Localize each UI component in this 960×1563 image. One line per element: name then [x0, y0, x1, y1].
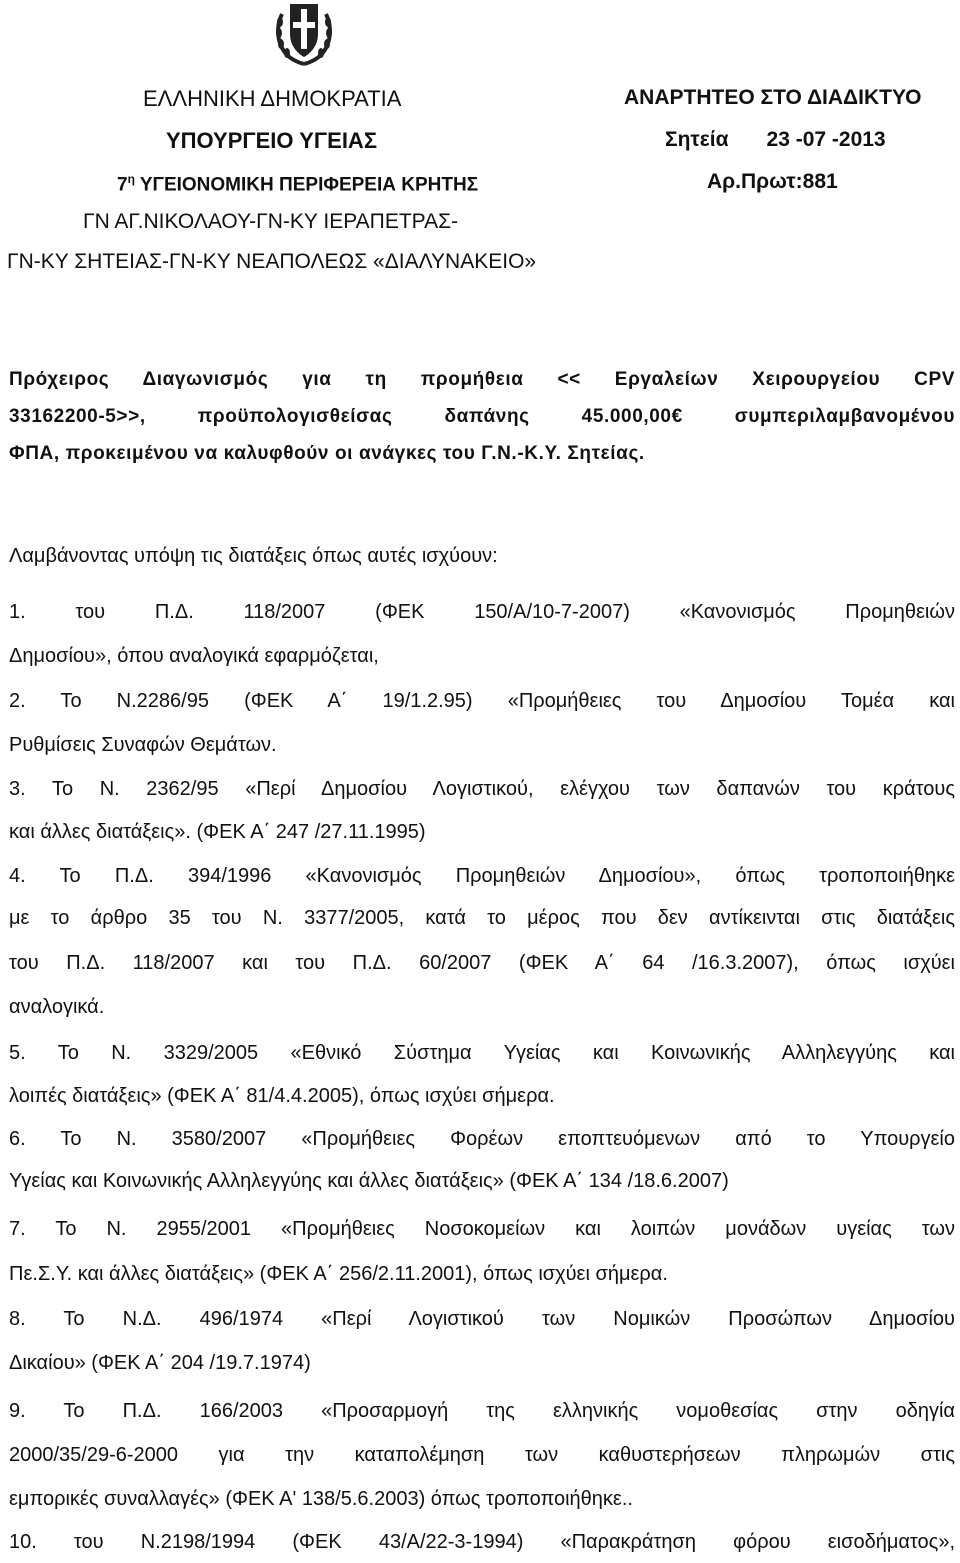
body-line: Ρυθμίσεις Συναφών Θεμάτων. [9, 734, 277, 756]
body-line: 7. Το Ν. 2955/2001 «Προμήθειες Νοσοκομείων και λοιπών μονάδων υγείας των [9, 1218, 955, 1240]
header-country: ΕΛΛΗΝΙΚΗ ΔΗΜΟΚΡΑΤΙΑ [143, 86, 402, 111]
body-line: 2. Το Ν.2286/95 (ΦΕΚ Α΄ 19/1.2.95) «Προμήθειες του Δημοσίου Τομέα και [9, 690, 955, 712]
body-line: και άλλες διατάξεις». (ΦΕΚ Α΄ 247 /27.11.1995) [9, 821, 426, 843]
header-city: Σητεία [665, 128, 729, 151]
body-line: 3. Το Ν. 2362/95 «Περί Δημοσίου Λογιστικού, ελέγχου των δαπανών του κράτους [9, 778, 955, 800]
body-line: 5. Το Ν. 3329/2005 «Εθνικό Σύστημα Υγείας και Κοινωνικής Αλληλεγγύης και [9, 1042, 955, 1064]
subject-line-1: Πρόχειρος Διαγωνισμός για τη προμήθεια << Εργαλείων Χειρουργείου CPV [9, 369, 955, 390]
header-region [117, 172, 478, 196]
header-hospitals-line1: ΓΝ ΑΓ.ΝΙΚΟΛΑΟΥ-ΓΝ-ΚΥ ΙΕΡΑΠΕΤΡΑΣ- [83, 210, 459, 233]
body-line: Πε.Σ.Υ. και άλλες διατάξεις» (ΦΕΚ Α΄ 256/2.11.2001), όπως ισχύει σήμερα. [9, 1263, 668, 1285]
body-line: 6. Το Ν. 3580/2007 «Προμήθειες Φορέων εποπτευόμενων από το Υπουργείο [9, 1128, 955, 1150]
body-line: 9. Το Π.Δ. 166/2003 «Προσαρμογή της ελληνικής νομοθεσίας στην οδηγία [9, 1400, 955, 1422]
header-hospitals-line2: ΓΝ-ΚΥ ΣΗΤΕΙΑΣ-ΓΝ-ΚΥ ΝΕΑΠΟΛΕΩΣ «ΔΙΑΛΥΝΑΚΕΙΟ» [7, 250, 537, 273]
header-ministry: ΥΠΟΥΡΓΕΙΟ ΥΓΕΙΑΣ [166, 128, 378, 153]
region-number: 7 [117, 174, 128, 196]
body-line: Δημοσίου», όπου αναλογικά εφαρμόζεται, [9, 645, 379, 667]
intro-text: Λαμβάνοντας υπόψη τις διατάξεις όπως αυτές ισχύουν: [9, 545, 498, 567]
body-line: Υγείας και Κοινωνικής Αλληλεγγύης και άλλες διατάξεις» (ΦΕΚ Α΄ 134 /18.6.2007) [9, 1170, 729, 1192]
region-name: ΥΓΕΙΟΝΟΜΙΚΗ ΠΕΡΙΦΕΡΕΙΑ ΚΡΗΤΗΣ [134, 174, 479, 196]
body-line: λοιπές διατάξεις» (ΦΕΚ Α΄ 81/4.4.2005), όπως ισχύει σήμερα. [9, 1085, 555, 1107]
body-line: Δικαίου» (ΦΕΚ Α΄ 204 /19.7.1974) [9, 1352, 311, 1374]
body-line: 4. Το Π.Δ. 394/1996 «Κανονισμός Προμηθειών Δημοσίου», όπως τροποποιήθηκε [9, 865, 955, 887]
body-line: εμπορικές συναλλαγές» (ΦΕΚ Α' 138/5.6.2003) όπως τροποποιήθηκε.. [9, 1488, 633, 1510]
body-line: 8. Το Ν.Δ. 496/1974 «Περί Λογιστικού των Νομικών Προσώπων Δημοσίου [9, 1308, 955, 1330]
body-line: 10. του Ν.2198/1994 (ΦΕΚ 43/Α/22-3-1994) «Παρακράτηση φόρου εισοδήματος», [9, 1531, 955, 1553]
body-line: με το άρθρο 35 του Ν. 3377/2005, κατά το μέρος που δεν αντίκεινται στις διατάξεις [9, 907, 955, 929]
body-line: 2000/35/29-6-2000 για την καταπολέμηση των καθυστερήσεων πληρωμών στις [9, 1444, 955, 1466]
subject-line-3: ΦΠΑ, προκειμένου να καλυφθούν οι ανάγκες του Γ.Ν.-Κ.Υ. Σητείας. [9, 443, 645, 464]
body-line: 1. του Π.Δ. 118/2007 (ΦΕΚ 150/Α/10-7-2007) «Κανονισμός Προμηθειών [9, 601, 955, 623]
body-line: του Π.Δ. 118/2007 και του Π.Δ. 60/2007 (ΦΕΚ Α΄ 64 /16.3.2007), όπως ισχύει [9, 952, 955, 974]
header-date-line [665, 128, 886, 152]
header-protocol-number: Αρ.Πρωτ:881 [707, 170, 838, 193]
greek-coat-of-arms-emblem [272, 0, 336, 66]
body-line: αναλογικά. [9, 996, 105, 1018]
header-date: 23 -07 -2013 [766, 128, 886, 151]
region-ordinal: η [127, 172, 135, 186]
subject-line-2: 33162200-5>>, προϋπολογισθείσας δαπάνης 45.000,00€ συμπεριλαμβανομένου [9, 406, 955, 427]
header-internet-posting: ΑΝΑΡΤΗΤΕΟ ΣΤΟ ΔΙΑΔΙΚΤΥΟ [624, 86, 922, 109]
